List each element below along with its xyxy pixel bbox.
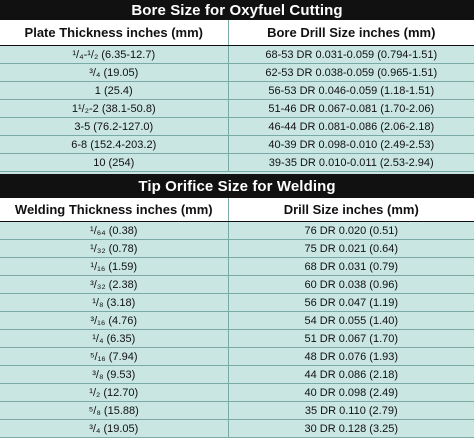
table-row xyxy=(0,294,474,312)
table-row xyxy=(0,402,474,420)
table-row xyxy=(0,118,474,136)
thickness-cell: ⁵/₈ (15.88) xyxy=(0,402,229,419)
drill-size-cell: 51 DR 0.067 (1.70) xyxy=(304,332,399,345)
tip-col2-header: Drill Size inches (mm) xyxy=(283,202,419,217)
thickness-cell: 6-8 (152.4-203.2) xyxy=(0,136,229,153)
table-row xyxy=(0,420,474,438)
thickness-cell: 3-5 (76.2-127.0) xyxy=(0,118,229,135)
thickness-cell: 1 (25.4) xyxy=(0,82,229,99)
drill-size-cell: 40-39 DR 0.098-0.010 (2.49-2.53) xyxy=(268,138,435,151)
table-row xyxy=(0,154,474,172)
tip-section-title: Tip Orifice Size for Welding xyxy=(0,174,474,198)
thickness-cell: ¹/₄-¹/₂ (6.35-12.7) xyxy=(0,46,229,63)
thickness-cell: ³/₈ (9.53) xyxy=(0,366,229,383)
table-row xyxy=(0,222,474,240)
drill-size-cell: 51-46 DR 0.067-0.081 (1.70-2.06) xyxy=(268,102,435,115)
drill-size-cell: 75 DR 0.021 (0.64) xyxy=(304,242,399,255)
table-row xyxy=(0,240,474,258)
bore-column-header xyxy=(0,20,474,46)
drill-size-cell: 68 DR 0.031 (0.79) xyxy=(304,260,399,273)
drill-size-cell: 62-53 DR 0.038-0.059 (0.965-1.51) xyxy=(265,66,438,79)
table-row xyxy=(0,136,474,154)
thickness-cell: ³/₁₆ (4.76) xyxy=(0,312,229,329)
table-row xyxy=(0,64,474,82)
table-row xyxy=(0,384,474,402)
thickness-cell: 10 (254) xyxy=(0,154,229,171)
drill-size-cell: 30 DR 0.128 (3.25) xyxy=(304,422,399,435)
drill-size-cell: 39-35 DR 0.010-0.011 (2.53-2.94) xyxy=(268,156,434,169)
table-row xyxy=(0,348,474,366)
thickness-cell: ¹/₁₆ (1.59) xyxy=(0,258,229,275)
drill-size-cell: 35 DR 0.110 (2.79) xyxy=(304,404,398,417)
table-row xyxy=(0,258,474,276)
thickness-cell: ¹/₃₂ (0.78) xyxy=(0,240,229,257)
tip-col1-header: Welding Thickness inches (mm) xyxy=(0,198,229,221)
drill-size-cell: 56-53 DR 0.046-0.059 (1.18-1.51) xyxy=(268,84,435,97)
bore-col1-header: Plate Thickness inches (mm) xyxy=(0,20,229,45)
bore-size-table xyxy=(0,46,474,172)
thickness-cell: ¹/₈ (3.18) xyxy=(0,294,229,311)
thickness-cell: 1¹/₂-2 (38.1-50.8) xyxy=(0,100,229,117)
table-row xyxy=(0,82,474,100)
drill-size-cell: 48 DR 0.076 (1.93) xyxy=(304,350,399,363)
thickness-cell: ³/₃₂ (2.38) xyxy=(0,276,229,293)
tip-orifice-table xyxy=(0,222,474,438)
bore-col2-header: Bore Drill Size inches (mm) xyxy=(267,25,436,40)
thickness-cell: ³/₄ (19.05) xyxy=(0,64,229,81)
drill-size-cell: 56 DR 0.047 (1.19) xyxy=(304,296,399,309)
table-row xyxy=(0,366,474,384)
thickness-cell: ³/₄ (19.05) xyxy=(0,420,229,437)
table-row xyxy=(0,312,474,330)
table-row xyxy=(0,46,474,64)
thickness-cell: ¹/₄ (6.35) xyxy=(0,330,229,347)
drill-size-cell: 68-53 DR 0.031-0.059 (0.794-1.51) xyxy=(265,48,438,61)
table-row xyxy=(0,330,474,348)
thickness-cell: ⁵/₁₆ (7.94) xyxy=(0,348,229,365)
drill-size-cell: 40 DR 0.098 (2.49) xyxy=(304,386,399,399)
thickness-cell: ¹/₂ (12.70) xyxy=(0,384,229,401)
table-row xyxy=(0,100,474,118)
tip-column-header xyxy=(0,198,474,222)
drill-size-cell: 46-44 DR 0.081-0.086 (2.06-2.18) xyxy=(268,120,435,133)
bore-section-title: Bore Size for Oxyfuel Cutting xyxy=(0,0,474,20)
drill-size-cell: 54 DR 0.055 (1.40) xyxy=(304,314,399,327)
drill-size-cell: 44 DR 0.086 (2.18) xyxy=(304,368,399,381)
drill-size-cell: 60 DR 0.038 (0.96) xyxy=(304,278,399,291)
drill-size-cell: 76 DR 0.020 (0.51) xyxy=(304,224,399,237)
thickness-cell: ¹/₆₄ (0.38) xyxy=(0,222,229,239)
table-row xyxy=(0,276,474,294)
